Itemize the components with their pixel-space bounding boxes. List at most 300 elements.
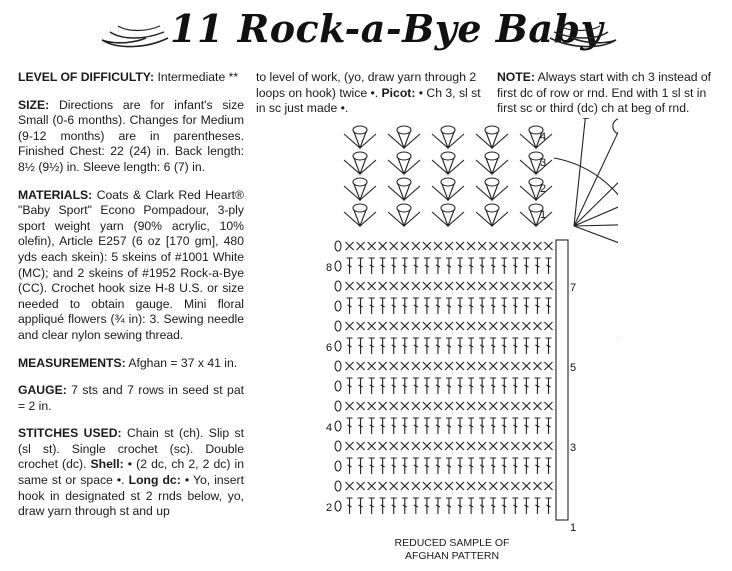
chain-loop <box>335 381 341 391</box>
dc-symbol <box>446 258 452 274</box>
sc-symbol <box>346 482 354 490</box>
sc-symbol <box>489 282 497 290</box>
dc-symbol <box>545 338 551 354</box>
dc-symbol <box>468 338 474 354</box>
size-paragraph <box>18 98 244 176</box>
dc-symbol <box>545 458 551 474</box>
dc-symbol <box>347 338 353 354</box>
size-text: Directions are for infant's size Small (0-6 months). Changes for Medium (9-12 months) are in parentheses. Finished Chest: 22 (24) in. Back length: 8½ (9½) in. Sleeve length: 6 (7) in. <box>18 97 244 174</box>
sc-symbol <box>544 242 552 250</box>
measurements-label: MEASUREMENTS: <box>18 355 126 370</box>
sc-symbol <box>522 482 530 490</box>
dc-symbol <box>380 298 386 314</box>
dc-symbol <box>501 418 507 434</box>
dc-symbol <box>490 458 496 474</box>
dc-symbol <box>424 258 430 274</box>
dc-symbol <box>457 498 463 514</box>
sc-symbol <box>368 362 376 370</box>
dc-symbol <box>490 338 496 354</box>
sc-symbol <box>390 362 398 370</box>
dc-symbol <box>534 298 540 314</box>
sc-symbol <box>522 322 530 330</box>
dc-symbol <box>413 458 419 474</box>
chain-loop <box>335 241 341 251</box>
sc-symbol <box>500 282 508 290</box>
sc-symbol <box>379 442 387 450</box>
dc-symbol <box>435 298 441 314</box>
dc-symbol <box>347 418 353 434</box>
page-title: 11 Rock-a-Bye Baby <box>170 6 604 51</box>
sc-symbol <box>511 402 519 410</box>
sc-symbol <box>423 442 431 450</box>
sc-symbol <box>500 242 508 250</box>
dc-symbol <box>369 418 375 434</box>
dc-symbol <box>512 258 518 274</box>
sc-symbol <box>522 282 530 290</box>
sc-symbol <box>467 442 475 450</box>
sc-symbol <box>456 442 464 450</box>
picot-label: Picot: <box>381 85 416 100</box>
sc-symbol <box>434 242 442 250</box>
dc-symbol <box>512 498 518 514</box>
sc-symbol <box>357 362 365 370</box>
sc-symbol <box>456 322 464 330</box>
sc-symbol <box>401 362 409 370</box>
sc-symbol <box>478 402 486 410</box>
sc-symbol <box>368 402 376 410</box>
sc-symbol <box>357 482 365 490</box>
materials-label: MATERIALS: <box>18 187 93 202</box>
sc-symbol <box>478 362 486 370</box>
sc-symbol <box>401 402 409 410</box>
sc-symbol <box>357 402 365 410</box>
sc-symbol <box>445 482 453 490</box>
dc-symbol <box>358 258 364 274</box>
dc-symbol <box>435 338 441 354</box>
dc-symbol <box>468 498 474 514</box>
dc-symbol <box>501 458 507 474</box>
sc-symbol <box>434 402 442 410</box>
continued-paragraph <box>256 70 482 117</box>
shell-loop <box>397 126 411 134</box>
dc-symbol <box>435 458 441 474</box>
sc-symbol <box>445 322 453 330</box>
sc-symbol <box>478 322 486 330</box>
sc-symbol <box>423 482 431 490</box>
shell-loop <box>441 152 455 160</box>
dc-symbol <box>413 378 419 394</box>
sc-symbol <box>401 442 409 450</box>
dc-symbol <box>468 418 474 434</box>
dc-symbol <box>457 378 463 394</box>
note-paragraph <box>497 70 723 117</box>
sc-symbol <box>533 402 541 410</box>
dc-symbol <box>490 298 496 314</box>
sc-symbol <box>423 282 431 290</box>
shell-loop <box>353 152 367 160</box>
sc-symbol <box>412 242 420 250</box>
row-label-left: 8 <box>326 262 333 274</box>
sc-symbol <box>379 242 387 250</box>
sc-symbol <box>423 242 431 250</box>
dc-symbol <box>347 298 353 314</box>
picot-circle <box>613 118 618 134</box>
gauge-paragraph <box>18 383 244 414</box>
dc-symbol <box>435 498 441 514</box>
left-swirl-ornament <box>98 14 170 54</box>
dc-symbol <box>490 258 496 274</box>
dc-symbol <box>501 258 507 274</box>
sc-symbol <box>511 482 519 490</box>
dc-symbol <box>424 338 430 354</box>
column-left <box>18 70 244 532</box>
dc-symbol <box>523 258 529 274</box>
dc-symbol <box>380 458 386 474</box>
chain-loop <box>335 361 341 371</box>
sc-symbol <box>434 322 442 330</box>
sc-symbol <box>511 322 519 330</box>
sc-symbol <box>511 362 519 370</box>
sc-symbol <box>467 242 475 250</box>
sc-symbol <box>500 482 508 490</box>
dc-symbol <box>468 378 474 394</box>
longdc-text: • Yo, insert hook in designated st 2 rnds below, yo, draw yarn through st and up <box>18 473 245 519</box>
continued-text: to level of work, (yo, draw yarn through 2 loops on hook) twice •. <box>256 70 477 100</box>
sc-symbol <box>489 242 497 250</box>
sc-symbol <box>412 362 420 370</box>
sc-symbol <box>511 242 519 250</box>
sc-symbol <box>544 282 552 290</box>
measurements-paragraph <box>18 356 244 372</box>
sc-symbol <box>434 482 442 490</box>
border-column <box>556 240 568 520</box>
dc-symbol <box>534 378 540 394</box>
dc-symbol <box>424 418 430 434</box>
sc-symbol <box>467 322 475 330</box>
sc-symbol <box>412 402 420 410</box>
row-label-right: 1 <box>570 522 577 534</box>
dc-symbol <box>457 418 463 434</box>
dc-symbol <box>402 418 408 434</box>
dc-symbol <box>391 378 397 394</box>
sc-symbol <box>390 242 398 250</box>
border-row-label: 2 <box>540 183 547 195</box>
sc-symbol <box>456 402 464 410</box>
dc-symbol <box>380 378 386 394</box>
sc-symbol <box>522 362 530 370</box>
sc-symbol <box>434 282 442 290</box>
dc-symbol <box>413 338 419 354</box>
dc-symbol <box>534 338 540 354</box>
dc-symbol <box>512 418 518 434</box>
sc-symbol <box>390 442 398 450</box>
sc-symbol <box>379 482 387 490</box>
dc-symbol <box>523 378 529 394</box>
sc-symbol <box>489 362 497 370</box>
border-row-label: 4 <box>540 131 547 143</box>
dc-symbol <box>512 458 518 474</box>
dc-symbol <box>479 338 485 354</box>
dc-symbol <box>479 378 485 394</box>
dc-symbol <box>523 458 529 474</box>
sc-symbol <box>412 322 420 330</box>
sc-symbol <box>533 362 541 370</box>
sc-symbol <box>533 482 541 490</box>
corner-ray <box>574 224 618 226</box>
sc-symbol <box>346 402 354 410</box>
dc-symbol <box>380 338 386 354</box>
dc-symbol <box>435 378 441 394</box>
dc-symbol <box>479 458 485 474</box>
shell-loop <box>353 204 367 212</box>
dc-symbol <box>545 418 551 434</box>
chain-loop <box>335 461 341 471</box>
row-label-left: 2 <box>326 502 333 514</box>
chain-loop <box>335 341 341 351</box>
sc-symbol <box>368 242 376 250</box>
sc-symbol <box>401 282 409 290</box>
sc-symbol <box>456 482 464 490</box>
dc-symbol <box>358 338 364 354</box>
sc-symbol <box>544 482 552 490</box>
sc-symbol <box>434 362 442 370</box>
difficulty-value: Intermediate ** <box>154 70 239 84</box>
chain-loop <box>335 421 341 431</box>
dc-symbol <box>347 498 353 514</box>
sc-symbol <box>423 402 431 410</box>
corner-ray <box>574 126 618 226</box>
dc-symbol <box>358 498 364 514</box>
row-label-right: 5 <box>570 362 577 374</box>
note-label: NOTE: <box>497 70 535 84</box>
dc-symbol <box>490 418 496 434</box>
dc-symbol <box>545 298 551 314</box>
sc-symbol <box>357 282 365 290</box>
dc-symbol <box>369 338 375 354</box>
border-row-label: 1 <box>540 209 547 221</box>
dc-symbol <box>402 298 408 314</box>
dc-symbol <box>446 298 452 314</box>
dc-symbol <box>358 418 364 434</box>
border-row-label: 3 <box>540 157 547 169</box>
caption-line-2: AFGHAN PATTERN <box>404 550 500 562</box>
dc-symbol <box>523 418 529 434</box>
row-label-right: 7 <box>570 282 577 294</box>
corner-ray <box>574 226 618 261</box>
dc-symbol <box>402 458 408 474</box>
dc-symbol <box>424 458 430 474</box>
materials-paragraph <box>18 188 244 344</box>
sc-symbol <box>500 322 508 330</box>
sc-symbol <box>533 282 541 290</box>
dc-symbol <box>369 298 375 314</box>
sc-symbol <box>390 482 398 490</box>
dc-symbol <box>457 338 463 354</box>
sc-symbol <box>445 242 453 250</box>
gauge-text: 7 sts and 7 rows in seed st pat = 2 in. <box>18 383 244 413</box>
sc-symbol <box>522 242 530 250</box>
dc-symbol <box>424 498 430 514</box>
materials-text: Coats & Clark Red Heart® "Baby Sport" Econo Pompadour, 3-ply sport weight yarn (90% acrylic, 10% olefin), Article E257 (6 oz [170 gm], 480 yds each skein): 5 skeins of #1001 White (MC); and 2 skeins of #1952 Rock-a-Bye (CC). Crochet hook size H-8 U.S. or size needed to obtain gauge. Mini floral appliqué flowers (¾ in): 3. Sewing needle and clear nylon sewing thread. <box>18 187 244 342</box>
shell-loop <box>353 178 367 186</box>
dc-symbol <box>490 498 496 514</box>
dc-symbol <box>534 498 540 514</box>
sc-symbol <box>467 482 475 490</box>
sc-symbol <box>401 242 409 250</box>
shell-loop <box>353 126 367 134</box>
dc-symbol <box>512 338 518 354</box>
shell-text: • (2 dc, ch 2, 2 dc) in same st or space •. <box>18 457 244 488</box>
dc-symbol <box>369 378 375 394</box>
shell-loop <box>397 204 411 212</box>
diagram-caption <box>372 537 532 563</box>
sc-symbol <box>456 242 464 250</box>
sc-symbol <box>445 442 453 450</box>
caption-line-1: REDUCED SAMPLE OF <box>394 537 510 549</box>
corner-arc <box>554 158 618 338</box>
sc-symbol <box>401 322 409 330</box>
size-label: SIZE: <box>18 97 50 112</box>
dc-symbol <box>413 498 419 514</box>
sc-symbol <box>379 322 387 330</box>
shell-loop <box>441 204 455 212</box>
shell-label: Shell: <box>90 457 124 472</box>
sc-symbol <box>379 362 387 370</box>
dc-symbol <box>446 378 452 394</box>
dc-symbol <box>534 458 540 474</box>
dc-symbol <box>391 458 397 474</box>
sc-symbol <box>346 322 354 330</box>
dc-symbol <box>523 298 529 314</box>
dc-symbol <box>413 258 419 274</box>
stitches-text: Chain st (ch). Slip st (sl st). Single crochet (sc). Double crochet (dc). <box>18 426 244 472</box>
dc-symbol <box>512 298 518 314</box>
picot-text: • Ch 3, sl st in sc just made •. <box>256 85 481 116</box>
sc-symbol <box>368 322 376 330</box>
sc-symbol <box>412 482 420 490</box>
sc-symbol <box>500 362 508 370</box>
sc-symbol <box>357 322 365 330</box>
sc-symbol <box>500 402 508 410</box>
chain-loop <box>335 401 341 411</box>
note-text: Always start with ch 3 instead of first dc of row or rnd. End with 1 sl st in first sc or third (dc) ch at beg of rnd. <box>497 70 712 116</box>
dc-symbol <box>402 338 408 354</box>
dc-symbol <box>435 258 441 274</box>
dc-symbol <box>501 338 507 354</box>
sc-symbol <box>379 402 387 410</box>
difficulty-label: LEVEL OF DIFFICULTY: <box>18 70 155 84</box>
shell-loop <box>485 152 499 160</box>
stitches-paragraph <box>18 426 244 520</box>
sc-symbol <box>544 362 552 370</box>
dc-symbol <box>347 378 353 394</box>
shell-loop <box>485 178 499 186</box>
right-swirl-ornament <box>548 14 620 54</box>
dc-symbol <box>446 338 452 354</box>
row-label-right: 3 <box>570 442 577 454</box>
gauge-label: GAUGE: <box>18 383 67 398</box>
dc-symbol <box>402 498 408 514</box>
sc-symbol <box>489 442 497 450</box>
difficulty-paragraph <box>18 70 244 86</box>
sc-symbol <box>412 442 420 450</box>
dc-symbol <box>380 258 386 274</box>
dc-symbol <box>457 298 463 314</box>
dc-symbol <box>545 378 551 394</box>
shell-loop <box>441 178 455 186</box>
sc-symbol <box>445 282 453 290</box>
dc-symbol <box>369 258 375 274</box>
stitches-label: STITCHES USED: <box>18 426 122 441</box>
shell-loop <box>485 204 499 212</box>
sc-symbol <box>390 282 398 290</box>
dc-symbol <box>413 418 419 434</box>
dc-symbol <box>369 458 375 474</box>
row-label-left: 4 <box>326 422 333 434</box>
dc-symbol <box>479 418 485 434</box>
dc-symbol <box>424 298 430 314</box>
sc-symbol <box>390 402 398 410</box>
dc-symbol <box>479 258 485 274</box>
shell-loop <box>441 126 455 134</box>
sc-symbol <box>401 482 409 490</box>
sc-symbol <box>511 442 519 450</box>
sc-symbol <box>412 282 420 290</box>
sc-symbol <box>346 282 354 290</box>
sc-symbol <box>368 282 376 290</box>
sc-symbol <box>467 362 475 370</box>
chain-loop <box>335 441 341 451</box>
chain-loop <box>335 501 341 511</box>
dc-symbol <box>468 258 474 274</box>
sc-symbol <box>533 442 541 450</box>
dc-symbol <box>545 258 551 274</box>
sc-symbol <box>544 322 552 330</box>
sc-symbol <box>346 442 354 450</box>
dc-symbol <box>435 418 441 434</box>
sc-symbol <box>522 442 530 450</box>
sc-symbol <box>445 362 453 370</box>
sc-symbol <box>489 482 497 490</box>
title-bar <box>0 4 732 64</box>
dc-symbol <box>523 498 529 514</box>
sc-symbol <box>478 482 486 490</box>
sc-symbol <box>522 402 530 410</box>
sc-symbol <box>544 402 552 410</box>
sc-symbol <box>478 242 486 250</box>
shell-loop <box>397 178 411 186</box>
dc-symbol <box>446 498 452 514</box>
shell-loop <box>397 152 411 160</box>
dc-symbol <box>501 498 507 514</box>
dc-symbol <box>479 498 485 514</box>
dc-symbol <box>391 298 397 314</box>
dc-symbol <box>413 298 419 314</box>
sc-symbol <box>346 242 354 250</box>
dc-symbol <box>490 378 496 394</box>
measurements-text: Afghan = 37 x 41 in. <box>125 355 238 370</box>
chain-loop <box>335 481 341 491</box>
dc-symbol <box>479 298 485 314</box>
row-label-left: 6 <box>326 342 333 354</box>
sc-symbol <box>500 442 508 450</box>
dc-symbol <box>402 258 408 274</box>
dc-symbol <box>347 258 353 274</box>
dc-symbol <box>369 498 375 514</box>
dc-symbol <box>523 338 529 354</box>
chain-loop <box>335 321 341 331</box>
dc-symbol <box>424 378 430 394</box>
